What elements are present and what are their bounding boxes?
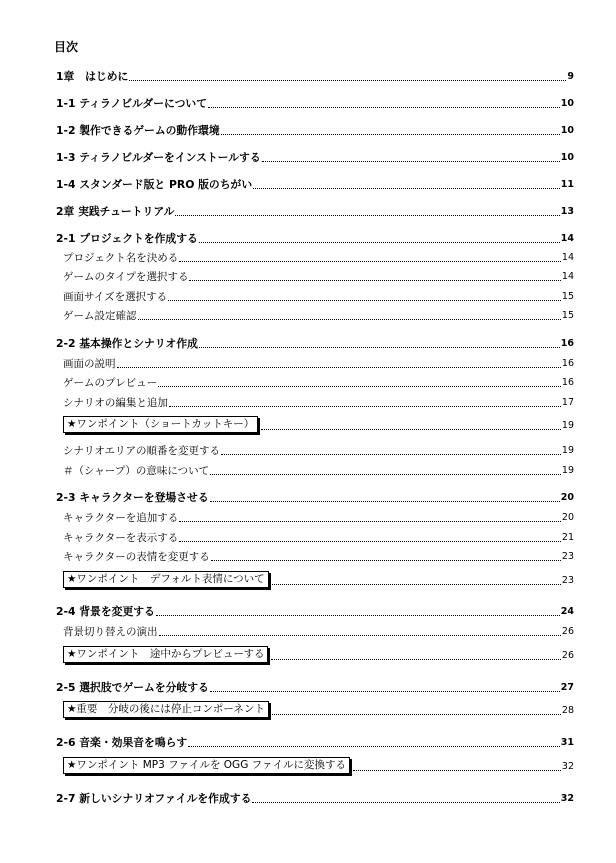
toc-entry-label: 1章 はじめに (56, 70, 129, 83)
toc-entry-page: 26 (561, 626, 574, 637)
toc-entry[interactable] (56, 174, 574, 192)
dot-leader (272, 583, 561, 585)
toc-entry[interactable] (63, 415, 574, 433)
dot-leader (179, 540, 561, 542)
dot-leader (156, 614, 560, 616)
dot-leader (208, 106, 560, 108)
toc-entry-page: 10 (560, 152, 574, 163)
toc-entry-page: 21 (561, 532, 574, 543)
toc-entry-page: 19 (561, 465, 574, 476)
dot-leader (210, 500, 560, 502)
toc-entry-label: ★ワンポイント（ショートカットキー） (63, 416, 258, 433)
toc-entry[interactable] (63, 621, 574, 639)
toc-entry[interactable] (56, 677, 574, 695)
toc-entry[interactable] (63, 247, 574, 265)
toc-entry-page: 14 (560, 233, 574, 244)
toc-entry-page: 15 (561, 291, 574, 302)
dot-leader (261, 428, 561, 430)
dot-leader (252, 801, 559, 803)
toc-entry-label: 背景切り替えの演出 (63, 626, 158, 638)
toc-entry-label: キャラクターの表情を変更する (63, 551, 210, 563)
dot-leader (210, 473, 561, 475)
toc-entry[interactable] (56, 788, 574, 806)
toc-entry[interactable] (56, 66, 574, 84)
toc-entry-label: 画面の説明 (63, 358, 116, 370)
toc-entry-page: 19 (561, 420, 574, 431)
toc-entry-label: 画面サイズを選択する (63, 291, 168, 303)
toc-entry-label: ★ワンポイント 途中からプレビューする (63, 646, 268, 663)
dot-leader (272, 713, 561, 715)
toc-entry-label: 1-4 スタンダード版と PRO 版のちがい (56, 178, 253, 191)
dot-leader (253, 187, 560, 189)
toc-entry-label: 2-2 基本操作とシナリオ作成 (56, 337, 198, 350)
dot-leader (169, 405, 561, 407)
toc-entry-page: 14 (561, 271, 574, 282)
dot-leader (159, 634, 561, 636)
toc-entry-label: 2-7 新しいシナリオファイルを作成する (56, 792, 252, 805)
toc-entry[interactable] (63, 546, 574, 564)
toc-entry[interactable] (63, 527, 574, 545)
dot-leader (353, 769, 561, 771)
toc-entry-page: 15 (561, 310, 574, 321)
toc-entry-page: 17 (561, 397, 574, 408)
toc-entry-page: 23 (561, 575, 574, 586)
toc-entry[interactable] (56, 732, 574, 750)
toc-entry-page: 9 (567, 71, 574, 82)
toc-entry-label: プロジェクト名を決める (63, 252, 179, 264)
dot-leader (179, 260, 561, 262)
toc-entry[interactable] (63, 372, 574, 390)
dot-leader (158, 385, 561, 387)
dot-leader (271, 658, 560, 660)
toc-entry[interactable] (63, 507, 574, 525)
dot-leader (199, 241, 560, 243)
toc-entry-label: キャラクターを表示する (63, 532, 179, 544)
toc-entry-label: 1-3 ティラノビルダーをインストールする (56, 151, 261, 164)
toc-entry[interactable] (63, 700, 574, 718)
toc-entry[interactable] (63, 305, 574, 323)
toc-entry[interactable] (56, 487, 574, 505)
dot-leader (189, 279, 560, 281)
toc-entry[interactable] (63, 570, 574, 588)
toc-entry-page: 27 (560, 682, 574, 693)
toc-entry-label: 1-1 ティラノビルダーについて (56, 97, 207, 110)
toc-entry-label: 2-5 選択肢でゲームを分岐する (56, 681, 209, 694)
toc-entry-label: ★重要 分岐の後には停止コンポーネント (63, 701, 269, 718)
toc-entry-label: キャラクターを追加する (63, 512, 179, 524)
toc-entry-page: 16 (560, 338, 574, 349)
toc-entry[interactable] (63, 645, 574, 663)
toc-title: 目次 (54, 40, 79, 54)
toc-entry[interactable] (63, 756, 574, 774)
toc-entry-page: 10 (560, 125, 574, 136)
toc-entry-label: ＃（シャープ）の意味について (63, 465, 210, 477)
toc-entry[interactable] (63, 460, 574, 478)
toc-entry-page: 10 (560, 98, 574, 109)
toc-entry-page: 16 (561, 377, 574, 388)
toc-entry[interactable] (63, 266, 574, 284)
toc-entry-page: 19 (561, 445, 574, 456)
toc-entry-label: ★ワンポイント MP3 ファイルを OGG ファイルに変換する (63, 757, 350, 774)
dot-leader (262, 160, 560, 162)
toc-entry-label: 2-3 キャラクターを登場させる (56, 491, 209, 504)
toc-entry-label: 1-2 製作できるゲームの動作環境 (56, 124, 220, 137)
toc-entry[interactable] (56, 201, 574, 219)
toc-entry-label: シナリオエリアの順番を変更する (63, 445, 220, 457)
toc-entry-page: 14 (561, 252, 574, 263)
toc-entry-page: 32 (561, 761, 574, 772)
dot-leader (129, 79, 566, 81)
toc-entry-page: 11 (560, 179, 574, 190)
toc-entry[interactable] (63, 286, 574, 304)
dot-leader (221, 133, 560, 135)
toc-entry-page: 20 (560, 492, 574, 503)
toc-entry-label: ★ワンポイント デフォルト表情について (63, 571, 269, 588)
dot-leader (221, 453, 561, 455)
toc-entry-label: 2-1 プロジェクトを作成する (56, 232, 198, 245)
toc-entry-page: 31 (560, 737, 574, 748)
toc-entry[interactable] (56, 333, 574, 351)
toc-entry[interactable] (56, 228, 574, 246)
dot-leader (168, 299, 561, 301)
toc-entry-label: シナリオの編集と追加 (63, 397, 168, 409)
toc-entry[interactable] (63, 440, 574, 458)
toc-entry-page: 16 (561, 358, 574, 369)
dot-leader (210, 690, 560, 692)
toc-entry-page: 20 (561, 512, 574, 523)
toc-entry-label: 2-6 音楽・効果音を鳴らす (56, 736, 188, 749)
toc-entry[interactable] (63, 353, 574, 371)
dot-leader (199, 346, 560, 348)
dot-leader (188, 745, 560, 747)
toc-entry-page: 24 (560, 606, 574, 617)
dot-leader (179, 520, 561, 522)
toc-entry-page: 13 (560, 206, 574, 217)
toc-entry[interactable] (56, 120, 574, 138)
toc-entry-page: 23 (561, 551, 574, 562)
toc-entry[interactable] (63, 392, 574, 410)
toc-entry-page: 26 (561, 650, 574, 661)
toc-entry[interactable] (56, 601, 574, 619)
toc-entry[interactable] (56, 147, 574, 165)
dot-leader (138, 318, 561, 320)
toc-entry-page: 32 (560, 793, 574, 804)
toc-entry[interactable] (56, 93, 574, 111)
toc-entry-label: 2章 実践チュートリアル (56, 205, 175, 218)
dot-leader (117, 366, 561, 368)
toc-entry-label: 2-4 背景を変更する (56, 605, 155, 618)
toc-entry-page: 28 (561, 705, 574, 716)
dot-leader (175, 214, 559, 216)
dot-leader (211, 559, 561, 561)
toc-entry-label: ゲーム設定確認 (63, 310, 137, 322)
toc-entry-label: ゲームのプレビュー (63, 377, 158, 389)
toc-entry-label: ゲームのタイプを選択する (63, 271, 189, 283)
